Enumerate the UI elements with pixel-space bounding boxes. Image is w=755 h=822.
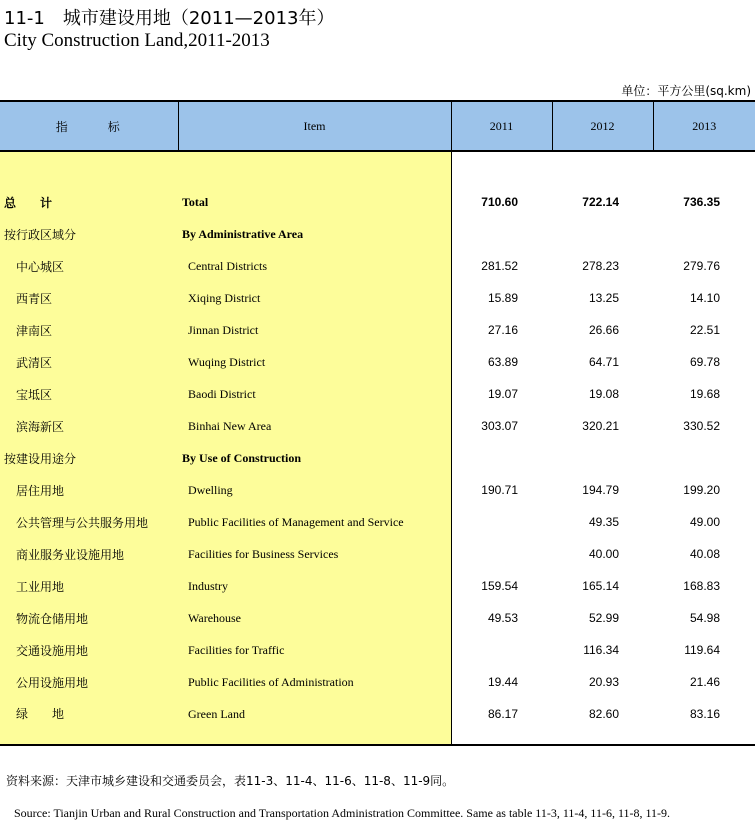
data-table bbox=[0, 100, 755, 746]
row-label-zh: 宝坻区 bbox=[0, 378, 178, 410]
row-label-en: Warehouse bbox=[178, 602, 451, 634]
row-label-zh: 物流仓储用地 bbox=[0, 602, 178, 634]
row-label-en: By Administrative Area bbox=[178, 218, 451, 250]
value-2012: 194.79 bbox=[582, 483, 619, 497]
header-item: Item bbox=[178, 101, 451, 151]
table-row bbox=[0, 218, 755, 250]
value-2011: 19.44 bbox=[487, 675, 518, 689]
value-2013: 19.68 bbox=[689, 387, 720, 401]
row-label-en: Jinnan District bbox=[178, 314, 451, 346]
value-2013 bbox=[653, 442, 755, 474]
value-2013: 330.52 bbox=[683, 419, 720, 433]
spacer-row bbox=[0, 151, 755, 186]
value-2013: 54.98 bbox=[689, 611, 720, 625]
table-row bbox=[0, 506, 755, 538]
table-title-en: City Construction Land,2011-2013 bbox=[4, 30, 270, 51]
table-row bbox=[0, 314, 755, 346]
header-indicator: 指 标 bbox=[0, 101, 178, 151]
value-2013: 49.00 bbox=[689, 515, 720, 529]
value-2011 bbox=[451, 218, 552, 250]
value-2011: 63.89 bbox=[487, 355, 518, 369]
row-label-zh: 武清区 bbox=[0, 346, 178, 378]
row-label-zh: 居住用地 bbox=[0, 474, 178, 506]
table-row bbox=[0, 634, 755, 666]
table-row bbox=[0, 602, 755, 634]
value-2011 bbox=[451, 634, 552, 666]
row-label-en: Baodi District bbox=[178, 378, 451, 410]
row-label-en: Wuqing District bbox=[178, 346, 451, 378]
value-2013: 22.51 bbox=[689, 323, 720, 337]
table-row bbox=[0, 282, 755, 314]
row-label-en: By Use of Construction bbox=[178, 442, 451, 474]
row-label-zh: 公共管理与公共服务用地 bbox=[0, 506, 178, 538]
value-2012: 722.14 bbox=[582, 195, 619, 209]
value-2012 bbox=[552, 442, 653, 474]
value-2012: 82.60 bbox=[552, 698, 653, 745]
table-row bbox=[0, 698, 755, 745]
table-row bbox=[0, 346, 755, 378]
value-2011: 15.89 bbox=[487, 291, 518, 305]
value-2013: 736.35 bbox=[683, 195, 720, 209]
row-label-zh: 公用设施用地 bbox=[0, 666, 178, 698]
row-label-zh: 按建设用途分 bbox=[0, 442, 178, 474]
value-2011 bbox=[451, 442, 552, 474]
value-2011: 159.54 bbox=[481, 579, 518, 593]
source-note-en: Source: Tianjin Urban and Rural Construction and Transportation Administration Committee. Same as table 11-3, 11-4, 11-6, 11-8, 11-9. bbox=[14, 806, 671, 820]
row-label-zh: 滨海新区 bbox=[0, 410, 178, 442]
value-2011: 86.17 bbox=[451, 698, 552, 745]
source-note-zh: 资料来源：天津市城乡建设和交通委员会，表11-3、11-4、11-6、11-8、11-9同。 bbox=[6, 774, 455, 788]
row-label-en: Central Districts bbox=[178, 250, 451, 282]
value-2012 bbox=[552, 218, 653, 250]
table-row bbox=[0, 250, 755, 282]
row-label-zh: 交通设施用地 bbox=[0, 634, 178, 666]
value-2011: 49.53 bbox=[487, 611, 518, 625]
header-year-2012: 2012 bbox=[552, 101, 653, 151]
unit-label: 单位：平方公里(sq.km) bbox=[621, 84, 751, 98]
value-2012: 320.21 bbox=[582, 419, 619, 433]
row-label-en: Xiqing District bbox=[178, 282, 451, 314]
value-2013: 168.83 bbox=[683, 579, 720, 593]
row-label-zh: 绿 地 bbox=[0, 698, 178, 745]
value-2013: 14.10 bbox=[689, 291, 720, 305]
row-label-zh: 津南区 bbox=[0, 314, 178, 346]
value-2012: 116.34 bbox=[583, 643, 619, 657]
value-2011: 281.52 bbox=[481, 259, 518, 273]
value-2011: 27.16 bbox=[487, 323, 518, 337]
value-2013 bbox=[653, 218, 755, 250]
row-label-zh: 总 计 bbox=[0, 186, 178, 218]
row-label-zh: 商业服务业设施用地 bbox=[0, 538, 178, 570]
value-2012: 26.66 bbox=[588, 323, 619, 337]
value-2013: 279.76 bbox=[683, 259, 720, 273]
header-year-2013: 2013 bbox=[653, 101, 755, 151]
row-label-en: Green Land bbox=[178, 698, 451, 745]
row-label-zh: 工业用地 bbox=[0, 570, 178, 602]
value-2012: 49.35 bbox=[588, 515, 619, 529]
row-label-en: Industry bbox=[178, 570, 451, 602]
row-label-en: Dwelling bbox=[178, 474, 451, 506]
value-2013: 69.78 bbox=[689, 355, 720, 369]
value-2012: 165.14 bbox=[582, 579, 619, 593]
value-2012: 13.25 bbox=[588, 291, 619, 305]
value-2011 bbox=[451, 506, 552, 538]
row-label-en: Public Facilities of Administration bbox=[178, 666, 451, 698]
value-2011: 710.60 bbox=[481, 195, 518, 209]
row-label-en: Facilities for Business Services bbox=[178, 538, 451, 570]
table-row bbox=[0, 378, 755, 410]
row-label-en: Facilities for Traffic bbox=[178, 634, 451, 666]
row-label-zh: 中心城区 bbox=[0, 250, 178, 282]
value-2013: 119.64 bbox=[684, 643, 720, 657]
table-row bbox=[0, 474, 755, 506]
value-2011: 303.07 bbox=[481, 419, 518, 433]
value-2012: 19.08 bbox=[588, 387, 619, 401]
header-row bbox=[0, 101, 755, 151]
table-row bbox=[0, 570, 755, 602]
value-2011: 19.07 bbox=[487, 387, 518, 401]
header-year-2011: 2011 bbox=[451, 101, 552, 151]
table-title-zh: 11-1 城市建设用地（2011—2013年） bbox=[4, 8, 335, 29]
value-2012: 52.99 bbox=[588, 611, 619, 625]
table-body bbox=[0, 151, 755, 745]
value-2012: 20.93 bbox=[588, 675, 619, 689]
row-label-en: Total bbox=[178, 186, 451, 218]
value-2011: 190.71 bbox=[481, 483, 518, 497]
value-2012: 40.00 bbox=[588, 547, 619, 561]
row-label-en: Binhai New Area bbox=[178, 410, 451, 442]
value-2011 bbox=[451, 538, 552, 570]
value-2013: 83.16 bbox=[653, 698, 755, 745]
table-row bbox=[0, 538, 755, 570]
table-row bbox=[0, 410, 755, 442]
table-row bbox=[0, 186, 755, 218]
value-2012: 278.23 bbox=[582, 259, 619, 273]
table-row bbox=[0, 666, 755, 698]
row-label-zh: 按行政区域分 bbox=[0, 218, 178, 250]
value-2013: 40.08 bbox=[689, 547, 720, 561]
value-2012: 64.71 bbox=[588, 355, 619, 369]
value-2013: 199.20 bbox=[683, 483, 720, 497]
value-2013: 21.46 bbox=[689, 675, 720, 689]
row-label-en: Public Facilities of Management and Service bbox=[178, 506, 451, 538]
row-label-zh: 西青区 bbox=[0, 282, 178, 314]
table-row bbox=[0, 442, 755, 474]
data-table-container bbox=[0, 100, 755, 746]
